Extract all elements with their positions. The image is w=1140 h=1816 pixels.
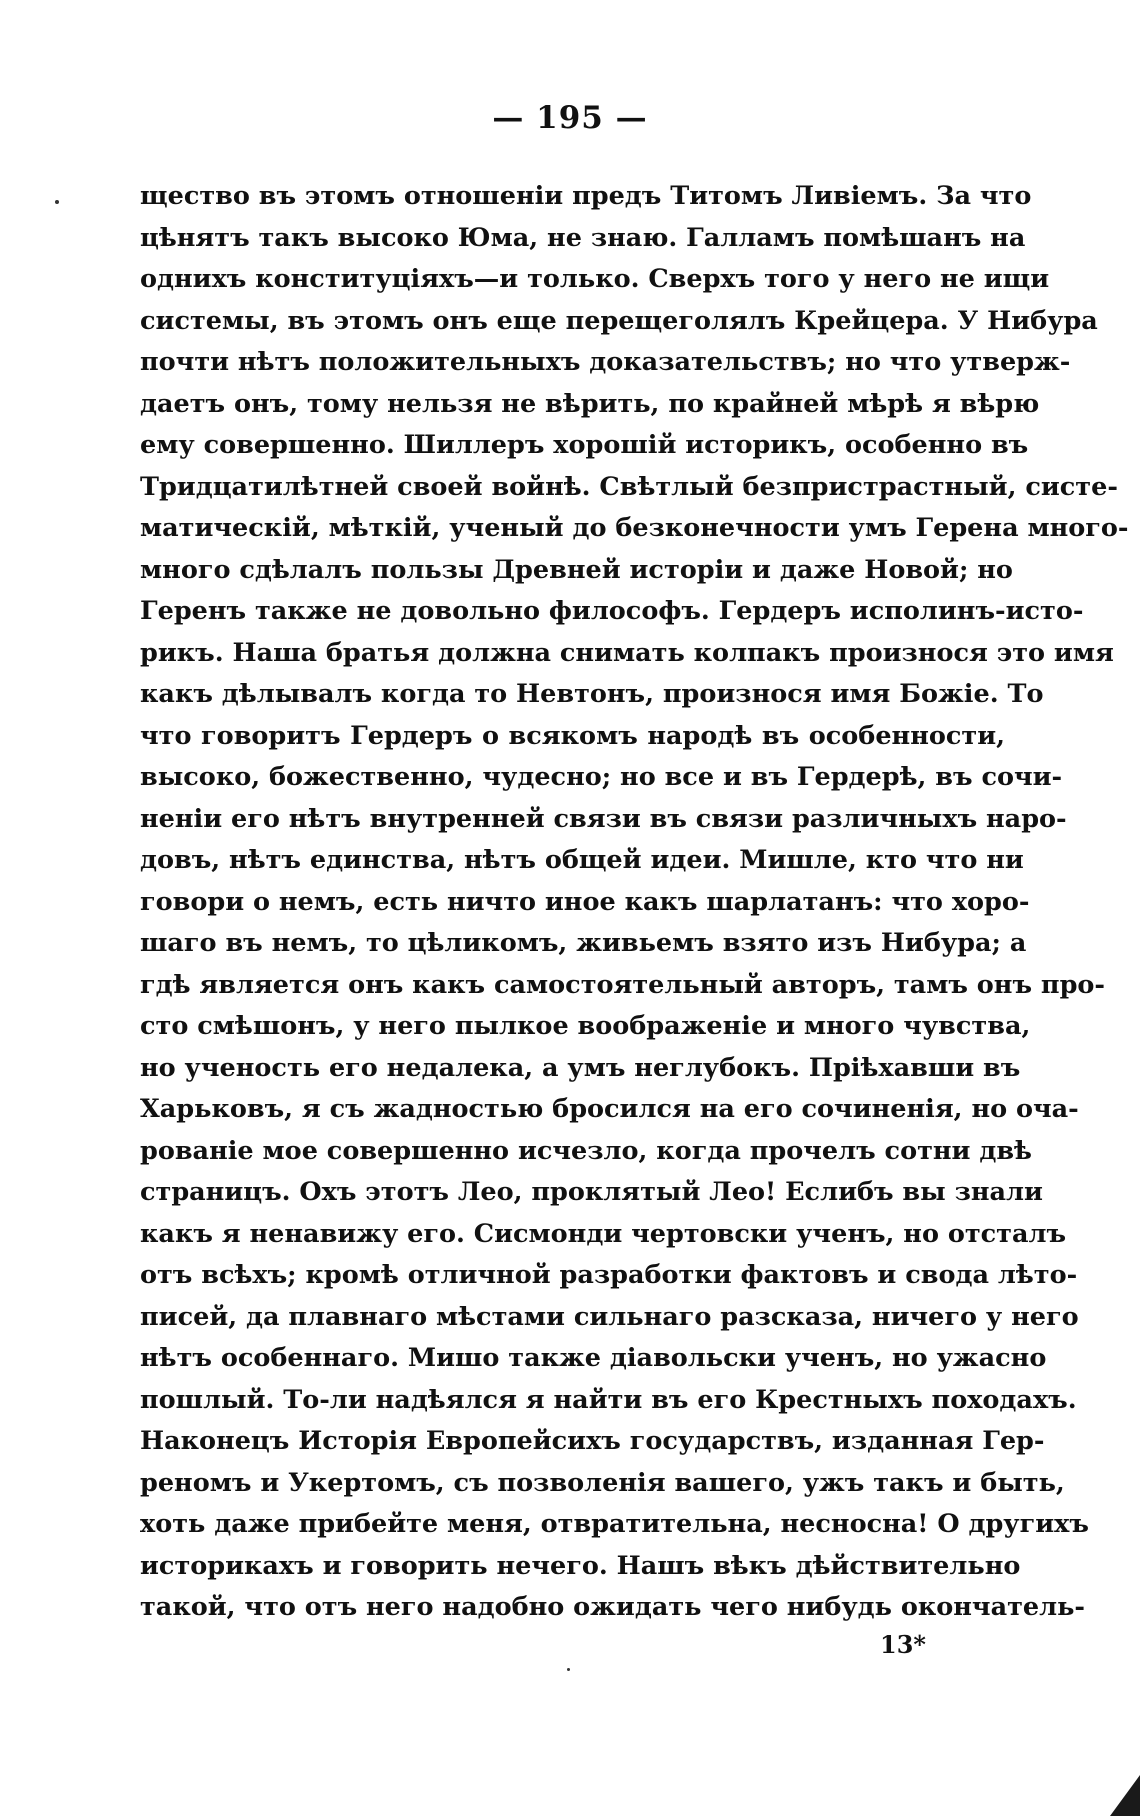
text-line: ему совершенно. Шиллеръ хорошiй историкъ, особенно въ: [140, 430, 1029, 460]
text-line: отъ всѣхъ; кромѣ отличной разработки фактовъ и свода лѣто-: [140, 1260, 1078, 1290]
text-line: хоть даже прибейте меня, отвратительна, несносна! О другихъ: [140, 1509, 1089, 1539]
text-line: высоко, божественно, чудесно; но все и въ Гердерѣ, въ сочи-: [140, 762, 1063, 792]
text-line: ненiи его нѣтъ внутренней связи въ связи различныхъ наро-: [140, 803, 1067, 834]
text-line: историкахъ и говорить нечего. Нашъ вѣкъ дѣйствительно: [140, 1550, 1021, 1581]
text-line: такой, что отъ него надобно ожидать чего нибудь окончатель-: [140, 1592, 1086, 1622]
text-line: Тридцатилѣтней своей войнѣ. Свѣтлый безпристрастный, систе-: [140, 471, 1118, 502]
scan-edge-shadow: [1110, 1775, 1140, 1816]
body-text: [140, 176, 1129, 1629]
text-line: много сдѣлалъ пользы Древней исторiи и даже Новой; но: [140, 554, 1013, 585]
text-line: сто смѣшонъ, у него пылкое воображенiе и много чувства,: [140, 1011, 1031, 1041]
text-line: довъ, нѣтъ единства, нѣтъ общей идеи. Мишле, кто что ни: [140, 845, 1024, 875]
text-line: шаго въ немъ, то цѣликомъ, живьемъ взято изъ Нибура; а: [140, 928, 1027, 958]
text-line: цѣнятъ такъ высоко Юма, не знаю. Галламъ помѣшанъ на: [140, 222, 1026, 253]
text-line: пошлый. То-ли надѣялся я найти въ его Крестныхъ походахъ.: [140, 1384, 1077, 1415]
text-line: гдѣ является онъ какъ самостоятельный авторъ, тамъ онъ про-: [140, 969, 1105, 1000]
text-line: матическiй, мѣткiй, ученый до безконечности умъ Герена много-: [140, 513, 1129, 543]
text-line: страницъ. Охъ этотъ Лео, проклятый Лео! Еслибъ вы знали: [140, 1177, 1043, 1207]
text-line: нѣтъ особеннаго. Мишо также дiавольски ученъ, но ужасно: [140, 1343, 1047, 1373]
text-line: но ученость его недалека, а умъ неглубокъ. Прiѣхавши въ: [140, 1052, 1021, 1083]
text-line: что говоритъ Гердеръ о всякомъ народѣ въ особенности,: [140, 720, 1005, 751]
scan-speck: [55, 200, 59, 204]
text-line: Геренъ также не довольно философъ. Гердеръ исполинъ-исто-: [140, 596, 1084, 626]
text-line: говори о немъ, есть ничто иное какъ шарлатанъ: что хоро-: [140, 886, 1030, 917]
text-line: почти нѣтъ положительныхъ доказательствъ; но что утверж-: [140, 347, 1071, 377]
text-line: рикъ. Наша братья должна снимать колпакъ произнося это имя: [140, 637, 1114, 668]
page-number: — 195 —: [492, 100, 648, 136]
signature-mark: 13*: [880, 1630, 926, 1659]
text-line: системы, въ этомъ онъ еще перещеголялъ Крейцера. У Нибура: [140, 305, 1098, 336]
text-line: даетъ онъ, тому нельзя не вѣрить, по крайней мѣрѣ я вѣрю: [140, 388, 1040, 419]
text-line: какъ я ненавижу его. Сисмонди чертовски ученъ, но отсталъ: [140, 1218, 1067, 1249]
text-line: щество въ этомъ отношенiи предъ Титомъ Ливiемъ. За что: [140, 181, 1032, 211]
text-line: какъ дѣлывалъ когда то Невтонъ, произнося имя Божiе. То: [140, 679, 1044, 709]
text-line: реномъ и Укертомъ, съ позволенiя вашего, ужъ такъ и быть,: [140, 1467, 1065, 1498]
text-line: Наконецъ Исторiя Европейсихъ государствъ, изданная Гер-: [140, 1426, 1045, 1456]
text-line: Харьковъ, я съ жадностью бросился на его сочиненiя, но оча-: [140, 1094, 1079, 1124]
text-line: рованiе мое совершенно исчезло, когда прочелъ сотни двѣ: [140, 1135, 1032, 1166]
text-line: однихъ конституцiяхъ—и только. Сверхъ того у него не ищи: [140, 264, 1050, 294]
text-line: писей, да плавнаго мѣстами сильнаго разсказа, ничего у него: [140, 1301, 1079, 1332]
scan-speck: [567, 1668, 570, 1671]
